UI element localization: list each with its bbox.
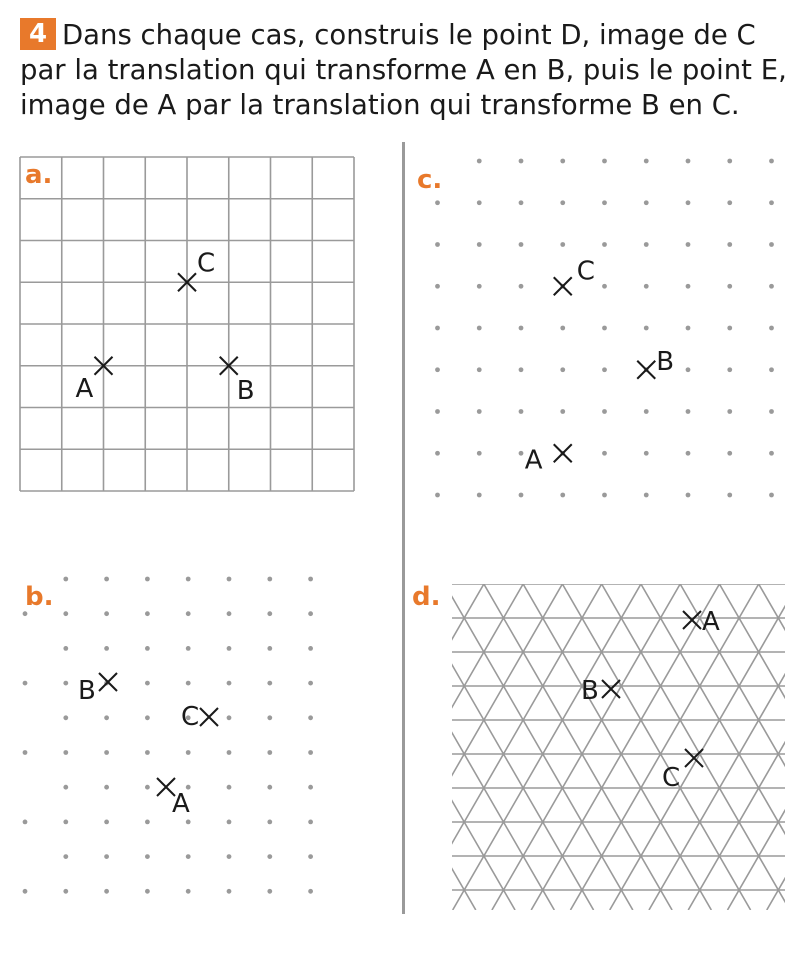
grid-dot — [560, 493, 565, 498]
point-b-cross — [637, 361, 655, 379]
grid-dot — [308, 646, 313, 651]
grid-dot — [104, 715, 109, 720]
point-b-cross — [602, 680, 620, 698]
grid-line — [405, 584, 593, 910]
grid-dot — [644, 451, 649, 456]
grid-dot — [23, 820, 28, 825]
grid-dot — [644, 200, 649, 205]
grid-dot — [686, 159, 691, 164]
grid-dot — [686, 242, 691, 247]
grid-dot — [145, 820, 150, 825]
grid-dot — [63, 715, 68, 720]
grid-dot — [519, 367, 524, 372]
grid-dot — [727, 242, 732, 247]
grid-dot — [560, 367, 565, 372]
grid-dot — [644, 409, 649, 414]
grid-dot — [267, 681, 272, 686]
panel-c-label: c. — [417, 165, 443, 195]
grid-dot — [308, 854, 313, 859]
point-a-label: A — [75, 373, 94, 404]
grid-dot — [267, 715, 272, 720]
grid-dot — [727, 326, 732, 331]
grid-line — [484, 584, 672, 910]
grid-dot — [308, 681, 313, 686]
grid-line — [400, 584, 484, 910]
grid-line — [767, 584, 803, 910]
grid-dot — [435, 451, 440, 456]
grid-dot — [104, 889, 109, 894]
panel-d-label: d. — [412, 582, 441, 612]
grid-dot — [602, 451, 607, 456]
grid-dot — [686, 409, 691, 414]
grid-line — [562, 584, 750, 910]
grid-line — [453, 584, 641, 910]
grid-dot — [104, 750, 109, 755]
point-a-label: A — [524, 445, 543, 476]
grid-dot — [560, 326, 565, 331]
grid-dot — [602, 409, 607, 414]
grid-dot — [477, 367, 482, 372]
grid-dot — [477, 159, 482, 164]
grid-dot — [23, 681, 28, 686]
grid-dot — [602, 367, 607, 372]
grid-dot — [267, 577, 272, 582]
grid-line — [798, 584, 803, 910]
point-c-cross — [200, 708, 218, 726]
grid-dot — [769, 284, 774, 289]
grid-dot — [23, 750, 28, 755]
grid-dot — [267, 611, 272, 616]
grid-dot — [769, 326, 774, 331]
grid-line — [649, 584, 803, 910]
grid-dot — [435, 367, 440, 372]
grid-dot — [63, 577, 68, 582]
grid-dot — [308, 611, 313, 616]
grid-dot — [63, 611, 68, 616]
grid-dot — [145, 889, 150, 894]
grid-dot — [602, 159, 607, 164]
point-b-label: B — [78, 676, 96, 706]
exercise-instruction: Dans chaque cas, construis le point D, image de C par la translation qui transforme A en B, puis le point E, image de A par la translation qui transforme B en C. — [20, 19, 787, 121]
grid-dot — [477, 409, 482, 414]
grid-dot — [186, 577, 191, 582]
grid-dot — [519, 493, 524, 498]
grid-dot — [727, 367, 732, 372]
point-b-label: B — [656, 346, 675, 377]
grid-dot — [267, 750, 272, 755]
grid-dot — [519, 159, 524, 164]
grid-dot — [186, 646, 191, 651]
grid-dot — [477, 326, 482, 331]
grid-dot — [145, 750, 150, 755]
grid-dot — [644, 326, 649, 331]
grid-dot — [686, 367, 691, 372]
point-b-label: B — [581, 676, 599, 706]
grid-dot — [63, 820, 68, 825]
grid-dot — [602, 242, 607, 247]
grid-dot — [686, 326, 691, 331]
grid-dot — [560, 159, 565, 164]
grid-dot — [644, 493, 649, 498]
grid-dot — [145, 646, 150, 651]
panel-c — [400, 0, 803, 520]
panel-a — [0, 0, 400, 520]
grid-dot — [560, 200, 565, 205]
grid-dot — [267, 820, 272, 825]
triangular-grid — [400, 584, 803, 910]
grid-dot — [145, 854, 150, 859]
grid-dot — [227, 611, 232, 616]
point-a-cross — [554, 444, 572, 462]
panel-b-label: b. — [25, 582, 54, 612]
grid-dot — [519, 409, 524, 414]
grid-dot — [308, 820, 313, 825]
grid-dot — [435, 409, 440, 414]
grid-line — [400, 584, 405, 910]
grid-line — [570, 584, 758, 910]
grid-dot — [477, 493, 482, 498]
grid-line — [492, 584, 680, 910]
grid-dot — [227, 715, 232, 720]
panel-b-figure — [0, 540, 400, 940]
grid-line — [523, 584, 711, 910]
grid-dot — [145, 681, 150, 686]
grid-line — [400, 584, 523, 910]
grid-dot — [308, 577, 313, 582]
grid-line — [727, 584, 803, 910]
grid-dot — [602, 493, 607, 498]
grid-dot — [435, 326, 440, 331]
grid-dot — [267, 889, 272, 894]
grid-dot — [186, 889, 191, 894]
exercise-number-badge: 4 — [20, 18, 56, 50]
grid-line — [400, 584, 437, 910]
grid-dot — [602, 200, 607, 205]
grid-dot — [104, 646, 109, 651]
grid-dot — [686, 493, 691, 498]
point-b-label: B — [236, 375, 255, 406]
grid-dot — [435, 493, 440, 498]
point-c-label: C — [576, 256, 595, 287]
grid-dot — [227, 577, 232, 582]
point-b-cross — [99, 673, 117, 691]
grid-dot — [560, 409, 565, 414]
grid-dot — [769, 242, 774, 247]
grid-dot — [227, 889, 232, 894]
grid-line — [413, 584, 601, 910]
panel-b — [0, 540, 400, 940]
grid-dot — [644, 242, 649, 247]
grid-dot — [602, 326, 607, 331]
grid-dot — [63, 750, 68, 755]
grid-dot — [644, 159, 649, 164]
grid-line — [400, 584, 476, 910]
grid-dot — [63, 785, 68, 790]
grid-dot — [686, 451, 691, 456]
grid-line — [445, 584, 633, 910]
grid-dot — [63, 889, 68, 894]
grid-dot — [727, 451, 732, 456]
grid-dot — [308, 785, 313, 790]
grid-dot — [519, 326, 524, 331]
grid-dot — [267, 646, 272, 651]
grid-dot — [63, 681, 68, 686]
grid-line — [400, 584, 554, 910]
grid-dot — [227, 681, 232, 686]
point-a-label: A — [702, 607, 720, 637]
grid-dot — [769, 159, 774, 164]
grid-dot — [23, 889, 28, 894]
grid-dot — [477, 200, 482, 205]
grid-dot — [227, 820, 232, 825]
grid-dot — [308, 715, 313, 720]
grid-dot — [227, 785, 232, 790]
grid-dot — [104, 611, 109, 616]
grid-dot — [186, 854, 191, 859]
grid-dot — [308, 889, 313, 894]
grid-dot — [104, 854, 109, 859]
grid-line — [531, 584, 719, 910]
grid-dot — [519, 242, 524, 247]
grid-dot — [727, 200, 732, 205]
grid-dot — [267, 785, 272, 790]
grid-dot — [686, 200, 691, 205]
grid-dot — [186, 750, 191, 755]
grid-dot — [769, 451, 774, 456]
point-a-label: A — [172, 789, 190, 819]
grid-line — [759, 584, 803, 910]
grid-dot — [769, 409, 774, 414]
point-c-label: C — [181, 702, 200, 732]
grid-dot — [477, 242, 482, 247]
panel-a-figure — [0, 0, 400, 520]
panel-a-label: a. — [25, 160, 53, 190]
grid-dot — [63, 646, 68, 651]
grid-dot — [145, 785, 150, 790]
grid-dot — [727, 159, 732, 164]
grid-dot — [769, 367, 774, 372]
grid-dot — [602, 284, 607, 289]
grid-line — [602, 584, 790, 910]
grid-dot — [519, 284, 524, 289]
grid-dot — [145, 715, 150, 720]
grid-dot — [104, 577, 109, 582]
grid-dot — [63, 854, 68, 859]
grid-dot — [435, 200, 440, 205]
grid-dot — [560, 242, 565, 247]
grid-dot — [727, 493, 732, 498]
panel-c-figure — [400, 0, 803, 520]
grid-line — [680, 584, 803, 910]
grid-dot — [644, 284, 649, 289]
grid-dot — [267, 854, 272, 859]
point-c-label: C — [197, 248, 216, 279]
grid-dot — [727, 409, 732, 414]
grid-dot — [227, 750, 232, 755]
grid-dot — [477, 451, 482, 456]
grid-dot — [186, 820, 191, 825]
grid-line — [400, 584, 515, 910]
panel-d-figure — [400, 540, 803, 940]
grid-dot — [186, 681, 191, 686]
grid-dot — [435, 284, 440, 289]
grid-dot — [769, 200, 774, 205]
grid-dot — [145, 577, 150, 582]
panel-d — [400, 540, 803, 940]
grid-line — [400, 584, 445, 910]
grid-dot — [227, 854, 232, 859]
grid-dot — [104, 785, 109, 790]
grid-dot — [519, 200, 524, 205]
grid-dot — [769, 493, 774, 498]
grid-dot — [519, 451, 524, 456]
point-c-cross — [554, 277, 572, 295]
grid-dot — [145, 611, 150, 616]
grid-dot — [23, 611, 28, 616]
grid-dot — [435, 242, 440, 247]
grid-dot — [686, 284, 691, 289]
grid-dot — [186, 611, 191, 616]
grid-dot — [477, 284, 482, 289]
point-c-label: C — [662, 763, 681, 793]
grid-dot — [227, 646, 232, 651]
grid-dot — [104, 820, 109, 825]
grid-dot — [308, 750, 313, 755]
grid-dot — [727, 284, 732, 289]
